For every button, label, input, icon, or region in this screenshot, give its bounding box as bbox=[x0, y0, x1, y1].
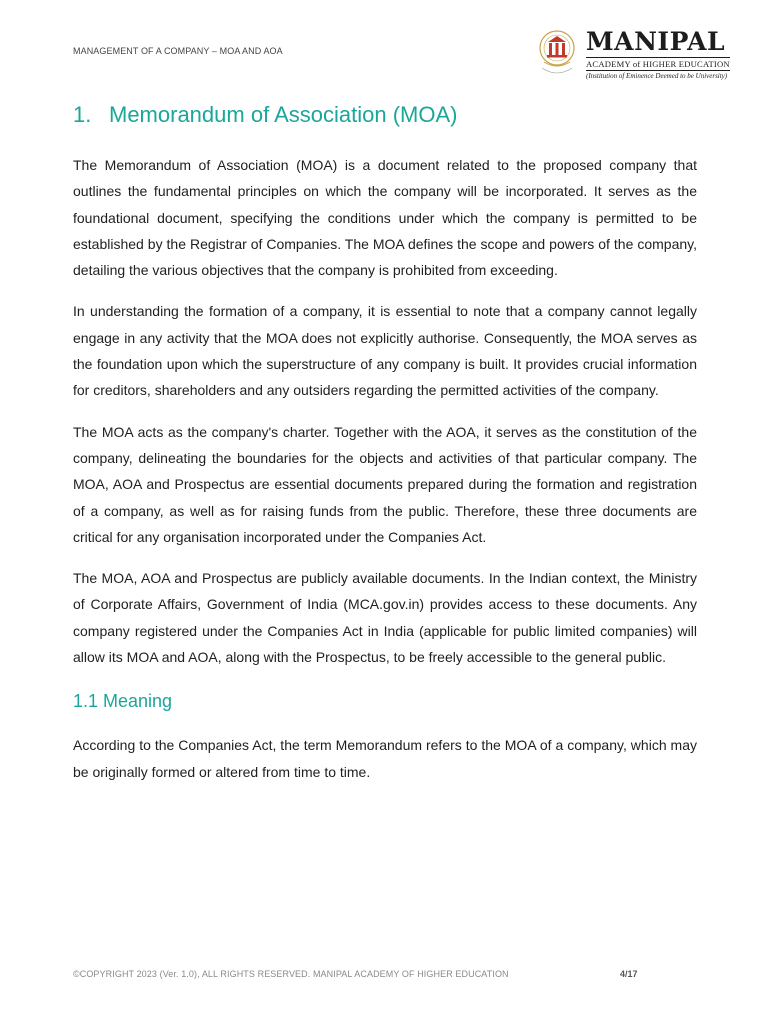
section-number: 1. bbox=[73, 102, 92, 127]
logo-subtitle: ACADEMY of HIGHER EDUCATION bbox=[586, 59, 730, 69]
university-logo bbox=[538, 28, 730, 82]
document-body bbox=[73, 100, 697, 785]
logo-name: MANIPAL bbox=[586, 27, 726, 56]
paragraph-1: The Memorandum of Association (MOA) is a document related to the proposed company that outlines the fundamental principles on which the company will be incorporated. It serves as the foundational document, specifying the conditions under which the company is permitted to be established by the Registrar of Companies. The MOA defines the scope and powers of the company, detailing the various objectives that the company is prohibited from exceeding. bbox=[73, 157, 697, 279]
logo-tagline: (Institution of Eminence Deemed to be University) bbox=[586, 72, 728, 80]
paragraph-4: The MOA, AOA and Prospectus are publicly available documents. In the Indian context, the Ministry of Corporate Affairs, Government of India (MCA.gov.in) provides access to these documents. Any company registered under the Companies Act in India (applicable for public limited companies) will allow its MOA and AOA, along with the Prospectus, to be freely accessible to the general public. bbox=[73, 570, 697, 666]
running-header: MANAGEMENT OF A COMPANY – MOA AND AOA bbox=[73, 46, 283, 56]
section-heading bbox=[73, 100, 697, 130]
footer-copyright: ©COPYRIGHT 2023 (Ver. 1.0), ALL RIGHTS RESERVED. MANIPAL ACADEMY OF HIGHER EDUCATION bbox=[73, 969, 509, 979]
section-title: Memorandum of Association (MOA) bbox=[109, 102, 458, 127]
paragraph-2: In understanding the formation of a company, it is essential to note that a company cannot legally engage in any activity that the MOA does not explicitly authorise. Consequently, the MOA serves as the foundation upon which the superstructure of any company is built. It provides crucial information for creditors, shareholders and any outsiders regarding the permitted activities of the company. bbox=[73, 303, 697, 399]
paragraph-3: The MOA acts as the company's charter. Together with the AOA, it serves as the constitution of the company, delineating the boundaries for the objects and activities of that particular company. The MOA, AOA and Prospectus are essential documents prepared during the formation and registration of a company, as well as for raising funds from the public. Therefore, these three documents are critical for any organisation incorporated under the Companies Act. bbox=[73, 423, 697, 545]
paragraph-5: According to the Companies Act, the term Memorandum refers to the MOA of a company, which may be originally formed or altered from time to time. bbox=[73, 737, 697, 780]
university-emblem-icon bbox=[538, 28, 582, 80]
subsection-heading: 1.1 Meaning bbox=[73, 691, 173, 712]
page-number: 4/17 bbox=[620, 969, 638, 979]
